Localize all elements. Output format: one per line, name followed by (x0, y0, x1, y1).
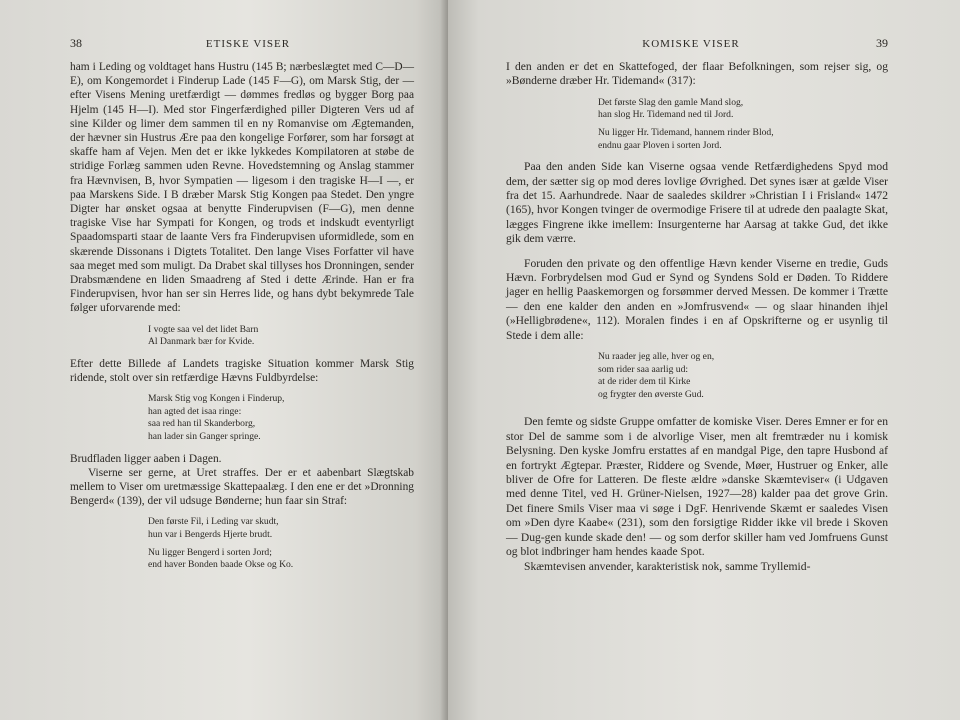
left-paragraph-4: Viserne ser gerne, at Uret straffes. Der er et aabenbart Slægtskab mellem to Viser om uretmæssige Skattepaalæg. I den ene er det »Dronning Bengerd« (139), der vil udsuge Bønderne; hun faar sin Straf: (70, 466, 414, 508)
verse-line: Marsk Stig vog Kongen i Finderup, (148, 393, 285, 405)
left-running-title: ETISKE VISER (205, 38, 291, 50)
left-page-number: 38 (70, 36, 82, 50)
right-paragraph-5: Skæmtevisen anvender, karakteristisk nok, samme Tryllemid- (524, 559, 811, 573)
left-verse-2 (148, 393, 414, 443)
verse-line: Den første Fil, i Leding var skudt, (148, 516, 279, 528)
verse-line: end haver Bonden baade Okse og Ko. (148, 559, 294, 571)
right-page (448, 0, 960, 720)
verse-line: som rider saa aarlig ud: (598, 363, 689, 375)
left-paragraph-2: Efter dette Billede af Landets tragiske Situation kommer Marsk Stig ridende, stolt over sin retfærdige Hævns Fuldbyrdelse: (70, 357, 414, 385)
right-paragraph-4: Den femte og sidste Gruppe omfatter de komiske Viser. Deres Emner er for en stor Del de samme som i de alvorlige Viser, men alt fremtræder nu i komisk Belysning. Den kyske Jomfru erstattes af en mandgal Pige, den tapre Husbond af en fortrykt Ægtepar. Præster, Riddere og Svende, Møer, Hustruer og Enker, alle bliver de Ofre for Latteren. De fleste ældre »danske Skæmteviser« (i Udgaven med denne Titel, ved H. Grüner-Nielsen, 1927—28) kalder paa det grove Grin. Det finere Smils Viser maa vi søge i DgF. Henrivende Skæmt er saaledes Visen om »Den dyre Kaabe« (231), som den forsigtige Ridder ikke vil brede i Skoven — Dug-gen kunde skade den! — og som derfor skiller ham ved Jomfruens Gunst og blot indbringer ham hendes kaade Spot. (506, 415, 888, 559)
left-paragraph-3: Brudfladen ligger aaben i Dagen. (70, 452, 222, 465)
verse-line: Det første Slag den gamle Mand slog, (598, 96, 744, 108)
left-page (0, 0, 452, 720)
verse-line: han lader sin Ganger springe. (148, 431, 261, 443)
left-verse-1 (148, 324, 414, 349)
verse-line: saa red han til Skanderborg, (148, 418, 256, 430)
left-verse-3 (148, 516, 414, 571)
right-running-head (506, 36, 888, 60)
right-paragraph-1: I den anden er det en Skattefoged, der flaar Befolkningen, som rejser sig, og »Bønderne dræber Hr. Tidemand« (317): (506, 60, 888, 88)
right-page-number: 39 (876, 36, 888, 50)
verse-line: at de rider dem til Kirke (598, 376, 691, 388)
right-paragraph-2: Paa den anden Side kan Viserne ogsaa vende Retfærdighedens Spyd mod dem, der sætter sig op mod deres lovlige Øvrighed. Det synes især at gælde Viser fra det 15. Aarhundrede. Naar de saaledes skildrer »Christian I i Frisland« 1472 (165), hvor Kongen tvinger de overmodige Frisere til at udrede den paalagte Skat, lægges Fingrene ikke imellem: Insurgenterne har Aarsag at takke Gud, det ikke gik dem værre. (506, 160, 888, 246)
right-verse-3 (598, 351, 888, 401)
verse-line: I vogte saa vel det lidet Barn (148, 323, 259, 335)
verse-line: endnu gaar Ploven i sorten Jord. (598, 139, 722, 151)
verse-line: hun var i Bengerds Hjerte brudt. (148, 529, 273, 541)
right-paragraph-3: Foruden den private og den offentlige Hævn kender Viserne en tredie, Guds Hævn. Forbrydelsen mod Gud er Synd og Syndens Sold er Døden. To Riddere jager en hellig Paaskemorgen og forsømmer derved Messen. De kommer i Trætte — den ene kalder den anden en »Jomfrusvend« — og slaar hinanden ihjel (»Helligbrødene«, 112). Moralen findes i en af Opskrifterne og er usynlig til Stede i dem alle: (506, 256, 888, 342)
verse-line: han slog Hr. Tidemand ned til Jord. (598, 109, 734, 121)
left-paragraph-1: ham i Leding og voldtaget hans Hustru (145 B; nærbeslægtet med C—D—E), om Kongemordet i Finderup Lade (145 F—G), om Marsk Stig, der — efter Visens Mening uretfærdigt — dømmes fredløs og bygger Borg paa Hjelm (145 H—I). Med stor Fingerfærdighed piller Digteren Vers ud af sine Kilder og limer dem sammen til en ny Romanvise om Ægtemanden, der hævner sin Hustrus Ære paa den kongelige Forfører, som har forsøgt at skaffe ham af Vejen. Men det er ikke lykkedes Kompilatoren at støbe de stridige Forlæg sammen uden Revne. Hovedstemning og Anslag stammer fra Hævnvisen, B, hvor Sympatien — ligesom i den tragiske H—I —, er paa Marskens Side. I B dræber Marsk Stig Kongen paa Stedet. Den yngre Digter har ønsket ogsaa at benytte Finderupvisen (F—G), men denne tragiske Vise har Sympati for Kongen, og trods et indskudt eventyrligt Spaadomsparti staar de laante Vers fra Finderupvisen uformidlede, som en skærende Dissonans i Digtets Totalitet. Den lange Vises Forfatter vil have saa meget med som muligt. Da Drabet skal tillyses hos Dronningen, sender Drabsmændene en liden Smaadreng af Sted i dette Ærinde. Han er fra Finderupvisen, hvor han ser sin Herres lide, og hans dybt bekymrede Tale følger uforvarende med: (70, 61, 414, 315)
verse-line: og frygter den øverste Gud. (598, 388, 704, 400)
verse-line: Nu ligger Bengerd i sorten Jord; (148, 546, 272, 558)
right-running-title: KOMISKE VISER (642, 38, 740, 50)
right-verse-1 (598, 97, 888, 152)
verse-line: Nu raader jeg alle, hver og en, (598, 351, 715, 363)
verse-line: Nu ligger Hr. Tidemand, hannem rinder Blod, (598, 127, 774, 138)
left-running-head (70, 36, 414, 60)
verse-line: Al Danmark bær for Kvide. (148, 336, 255, 348)
verse-line: han agted det isaa ringe: (148, 405, 242, 417)
